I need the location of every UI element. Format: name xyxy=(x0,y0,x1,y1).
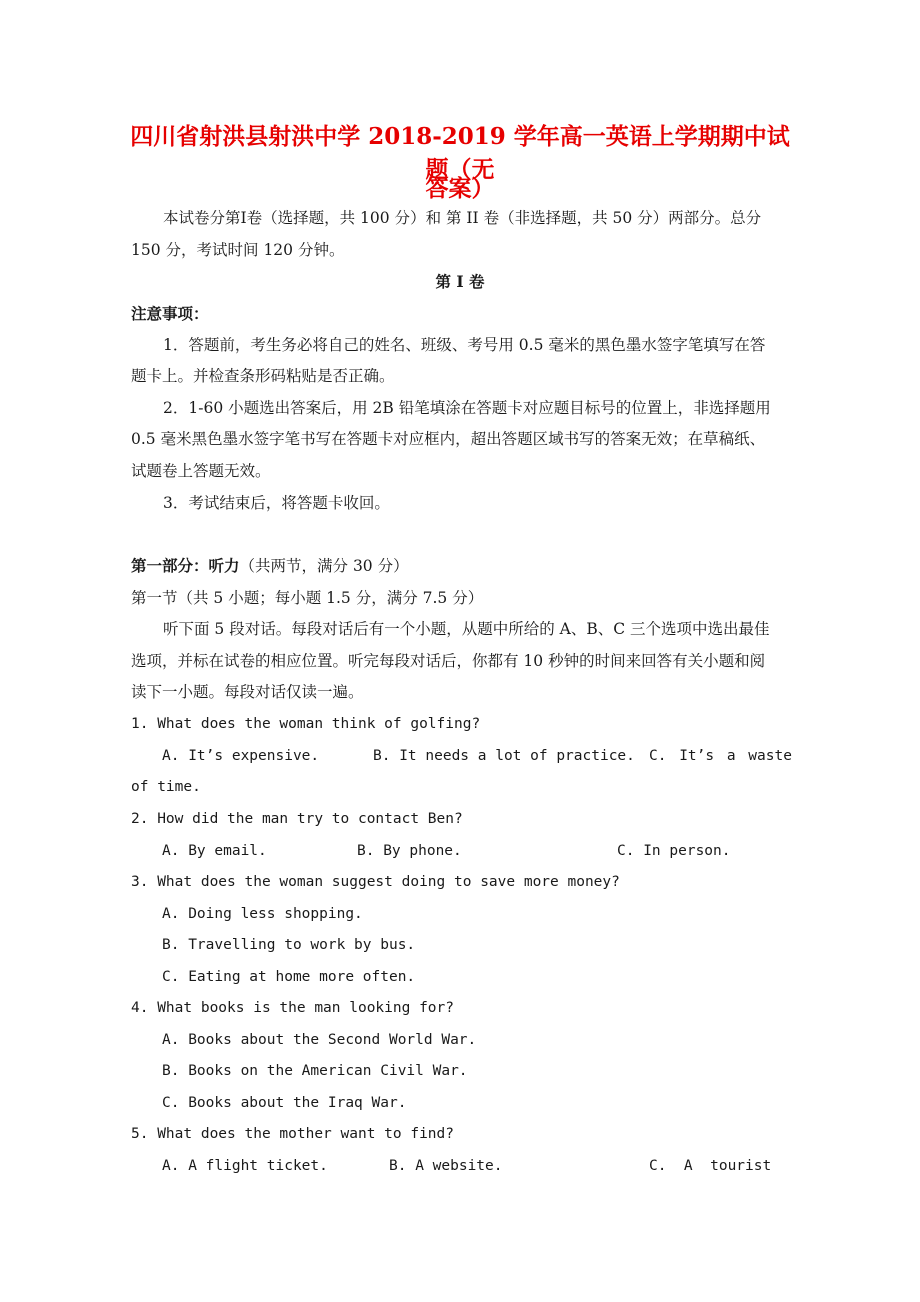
question-2-stem: 2. How did the man try to contact Ben? xyxy=(131,811,463,827)
question-5-option-b: B. A website. xyxy=(389,1158,503,1174)
note-2-line-2: 0.5 毫米黑色墨水签字笔书写在答题卡对应框内，超出答题区域书写的答案无效；在草稿纸、 xyxy=(131,430,766,448)
question-4-option-a: A. Books about the Second World War. xyxy=(162,1032,477,1048)
intro-line-2: 150 分，考试时间 120 分钟。 xyxy=(131,241,345,259)
note-2-line-1: 2．1-60 小题选出答案后，用 2B 铅笔填涂在答题卡对应题目标号的位置上，非选择题用 xyxy=(163,399,771,417)
question-4-stem: 4. What books is the man looking for? xyxy=(131,1000,455,1016)
part-1-heading-bold: 第一部分：听力 xyxy=(131,556,240,575)
note-3: 3．考试结束后，将答题卡收回。 xyxy=(163,494,390,512)
question-1-option-a: A. It’s expensive. xyxy=(162,748,320,764)
question-1-option-b: B. It needs a lot of practice. xyxy=(373,748,635,764)
question-1-option-c-continued: of time. xyxy=(131,779,201,795)
question-5-option-a: A. A flight ticket. xyxy=(162,1158,328,1174)
question-1-stem: 1. What does the woman think of golfing? xyxy=(131,716,481,732)
question-3-option-b: B. Travelling to work by bus. xyxy=(162,937,416,953)
intro-line-1: 本试卷分第Ⅰ卷（选择题，共 100 分）和 第 II 卷（非选择题，共 50 分）两部分。总分 xyxy=(163,209,762,227)
question-3-option-a: A. Doing less shopping. xyxy=(162,906,363,922)
question-2-option-a: A. By email. xyxy=(162,843,267,859)
document-title-line-2: 答案） xyxy=(425,175,495,202)
note-1-line-2: 题卡上。并检查条形码粘贴是否正确。 xyxy=(131,367,395,385)
document-title-line-1: 四川省射洪县射洪中学 2018-2019 学年高一英语上学期期中试题（无 xyxy=(130,123,790,183)
question-1-option-c: C. It’s a waste xyxy=(649,748,792,764)
question-3-option-c: C. Eating at home more often. xyxy=(162,969,416,985)
question-5-stem: 5. What does the mother want to find? xyxy=(131,1126,455,1142)
part-1-heading-rest: （共两节，满分 30 分） xyxy=(239,557,409,575)
part-1-heading xyxy=(131,556,409,576)
instructions-line-3: 读下一小题。每段对话仅读一遍。 xyxy=(131,683,364,701)
question-4-option-b: B. Books on the American Civil War. xyxy=(162,1063,468,1079)
instructions-line-1: 听下面 5 段对话。每段对话后有一个小题，从题中所给的 A、B、C 三个选项中选出最佳 xyxy=(163,620,770,638)
question-5-option-c: C. A tourist xyxy=(649,1158,772,1174)
question-4-option-c: C. Books about the Iraq War. xyxy=(162,1095,407,1111)
question-2-option-c: C. In person. xyxy=(617,843,731,859)
note-1-line-1: 1．答题前，考生务必将自己的姓名、班级、考号用 0.5 毫米的黑色墨水签字笔填写在答 xyxy=(163,336,766,354)
instructions-line-2: 选项，并标在试卷的相应位置。听完每段对话后，你都有 10 秒钟的时间来回答有关小题和阅 xyxy=(131,652,766,670)
notes-heading: 注意事项： xyxy=(131,304,209,323)
question-3-stem: 3. What does the woman suggest doing to save more money? xyxy=(131,874,620,890)
section-1-heading: 第一节（共 5 小题；每小题 1.5 分，满分 7.5 分） xyxy=(131,589,484,607)
section-heading: 第 Ⅰ 卷 xyxy=(435,272,485,291)
note-2-line-3: 试题卷上答题无效。 xyxy=(131,462,271,480)
question-2-option-b: B. By phone. xyxy=(357,843,462,859)
